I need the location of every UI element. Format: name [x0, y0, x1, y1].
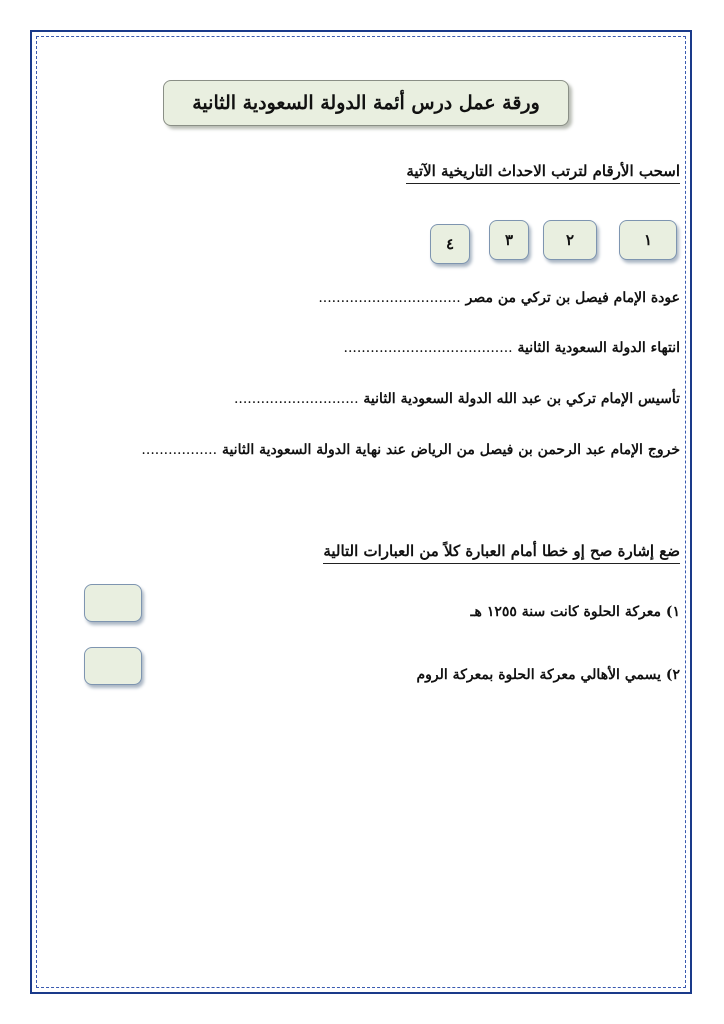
true-false-instructions: ضع إشارة صح إو خطا أمام العبارة كلاً من العبارات التالية — [323, 542, 680, 564]
event-text-4: خروج الإمام عبد الرحمن بن فيصل من الرياض عند نهاية الدولة السعودية الثانية — [221, 442, 680, 458]
worksheet-title: ورقة عمل درس أئمة الدولة السعودية الثانية — [163, 80, 569, 126]
event-item-4 — [141, 442, 680, 458]
event-text-2: انتهاء الدولة السعودية الثانية — [517, 340, 680, 356]
event-item-1 — [318, 290, 680, 306]
answer-blank-4[interactable]: ................. — [141, 442, 218, 458]
number-tile-1[interactable]: ١ — [619, 220, 677, 260]
answer-box-1[interactable] — [84, 584, 142, 622]
answer-box-2[interactable] — [84, 647, 142, 685]
answer-blank-2[interactable]: ...................................... — [343, 340, 513, 356]
answer-blank-1[interactable]: ................................ — [318, 290, 461, 306]
event-item-2 — [344, 340, 681, 356]
number-tile-3[interactable]: ٣ — [489, 220, 529, 260]
statement-1: ١) معركة الحلوة كانت سنة ١٢٥٥ هـ — [470, 604, 680, 620]
event-text-1: عودة الإمام فيصل بن تركي من مصر — [465, 290, 680, 306]
statement-2: ٢) يسمي الأهالي معركة الحلوة بمعركة الروم — [416, 667, 680, 683]
answer-blank-3[interactable]: ............................ — [233, 391, 359, 407]
ordering-instructions: اسحب الأرقام لترتب الاحداث التاريخية الآتية — [406, 162, 680, 184]
event-text-3: تأسيس الإمام تركي بن عبد الله الدولة السعودية الثانية — [363, 391, 680, 407]
number-tile-4[interactable]: ٤ — [430, 224, 470, 264]
number-tile-2[interactable]: ٢ — [543, 220, 597, 260]
event-item-3 — [234, 391, 680, 407]
